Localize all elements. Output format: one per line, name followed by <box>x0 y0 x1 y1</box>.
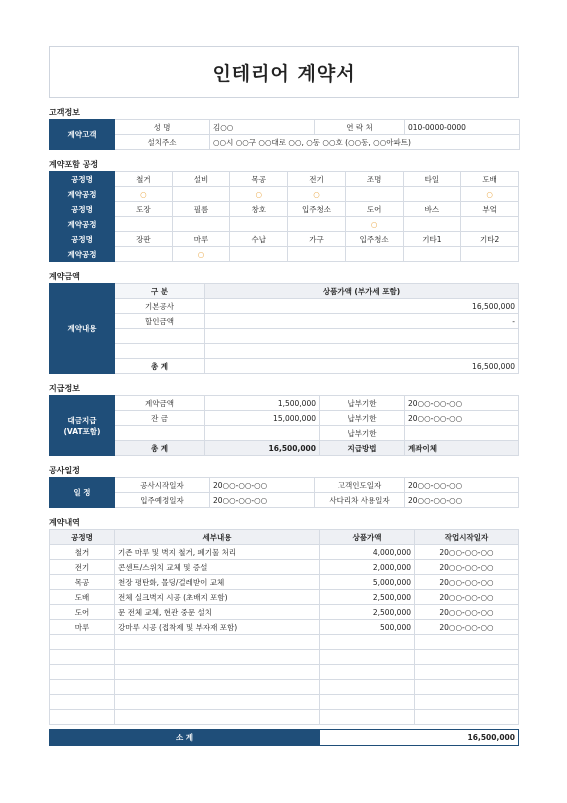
details-table <box>49 529 519 725</box>
process-name: 설비 <box>172 172 230 187</box>
details-cell: 2,000,000 <box>320 560 415 575</box>
customer-table <box>49 119 520 150</box>
details-cell <box>320 680 415 695</box>
details-cell: 강마루 시공 (접착제 및 부자재 포함) <box>115 620 320 635</box>
name-label: 성 명 <box>115 120 210 135</box>
amount-total-value: 16,500,000 <box>205 359 519 374</box>
details-cell: 천장 평탄화, 몰딩/걸레받이 교체 <box>115 575 320 590</box>
process-check <box>403 187 461 202</box>
details-row <box>50 695 519 710</box>
process-name: 부엌 <box>461 202 519 217</box>
payment-total-value: 16,500,000 <box>205 441 320 456</box>
process-check: ○ <box>230 187 288 202</box>
details-cell: 500,000 <box>320 620 415 635</box>
details-cell <box>415 695 519 710</box>
details-row <box>50 545 519 560</box>
details-cell <box>415 710 519 725</box>
process-check: ○ <box>345 217 403 232</box>
details-header: 세부내용 <box>115 530 320 545</box>
process-check <box>230 217 288 232</box>
payment-label <box>115 426 205 441</box>
details-row <box>50 710 519 725</box>
process-name: 필름 <box>172 202 230 217</box>
due-label: 납부기한 <box>320 426 405 441</box>
process-check: ○ <box>115 187 173 202</box>
details-row <box>50 650 519 665</box>
process-check <box>403 247 461 262</box>
details-cell <box>320 665 415 680</box>
process-check <box>115 247 173 262</box>
details-cell <box>415 635 519 650</box>
details-row <box>50 590 519 605</box>
details-cell: 전체 실크벽지 시공 (초배지 포함) <box>115 590 320 605</box>
process-row-label: 공정명 <box>50 232 115 247</box>
details-cell: 20○○-○○-○○ <box>415 545 519 560</box>
schedule-label: 사다리차 사용일자 <box>315 493 405 508</box>
process-check <box>403 217 461 232</box>
payment-section-title: 지급정보 <box>49 384 80 393</box>
payment-header-line2: (VAT포함) <box>63 426 101 436</box>
details-cell <box>50 680 115 695</box>
process-name: 장판 <box>115 232 173 247</box>
details-row <box>50 680 519 695</box>
details-row <box>50 605 519 620</box>
process-name: 가구 <box>288 232 346 247</box>
details-cell: 마루 <box>50 620 115 635</box>
schedule-section-title: 공사일정 <box>49 466 80 475</box>
process-row-label: 공정명 <box>50 172 115 187</box>
phone-value: 010-0000-0000 <box>405 120 520 135</box>
details-cell: 도어 <box>50 605 115 620</box>
details-cell <box>415 665 519 680</box>
details-section-title: 계약내역 <box>49 518 80 527</box>
amount-row-value <box>205 329 519 344</box>
details-header: 작업시작일자 <box>415 530 519 545</box>
process-check <box>345 187 403 202</box>
details-cell <box>320 710 415 725</box>
process-check: ○ <box>288 187 346 202</box>
amount-row-label: 기본공사 <box>115 299 205 314</box>
schedule-date: 20○○-○○-○○ <box>405 478 519 493</box>
schedule-label: 입주예정일자 <box>115 493 210 508</box>
details-header: 상품가액 <box>320 530 415 545</box>
details-cell: 20○○-○○-○○ <box>415 560 519 575</box>
details-cell: 20○○-○○-○○ <box>415 605 519 620</box>
process-name: 전기 <box>288 172 346 187</box>
process-check <box>461 217 519 232</box>
details-header: 공정명 <box>50 530 115 545</box>
schedule-label: 공사시작일자 <box>115 478 210 493</box>
due-value: 20○○-○○-○○ <box>405 411 519 426</box>
schedule-table <box>49 477 519 508</box>
details-cell: 20○○-○○-○○ <box>415 590 519 605</box>
details-row <box>50 620 519 635</box>
details-cell <box>115 635 320 650</box>
details-cell: 문 전체 교체, 현관 중문 설치 <box>115 605 320 620</box>
details-row <box>50 560 519 575</box>
amount-section-title: 계약금액 <box>49 272 80 281</box>
amount-total-label: 총 계 <box>115 359 205 374</box>
details-row <box>50 575 519 590</box>
process-name: 철거 <box>115 172 173 187</box>
process-check <box>345 247 403 262</box>
process-row-label: 계약공정 <box>50 217 115 232</box>
details-cell: 철거 <box>50 545 115 560</box>
contract-page <box>49 46 519 746</box>
process-name: 입주청소 <box>288 202 346 217</box>
amount-col2: 상품가액 (부가세 포함) <box>205 284 519 299</box>
details-cell: 기존 마루 및 벽지 철거, 폐기물 처리 <box>115 545 320 560</box>
amount-row-value: 16,500,000 <box>205 299 519 314</box>
details-cell: 20○○-○○-○○ <box>415 620 519 635</box>
schedule-label: 고객인도일자 <box>315 478 405 493</box>
process-check: ○ <box>172 247 230 262</box>
amount-header: 계약내용 <box>50 284 115 374</box>
details-cell <box>50 695 115 710</box>
process-row-label: 계약공정 <box>50 187 115 202</box>
process-check <box>230 247 288 262</box>
page-title: 인테리어 계약서 <box>212 62 356 85</box>
process-row-label: 공정명 <box>50 202 115 217</box>
due-value: 20○○-○○-○○ <box>405 396 519 411</box>
payment-value: 15,000,000 <box>205 411 320 426</box>
due-value <box>405 426 519 441</box>
name-value: 김○○ <box>210 120 315 135</box>
details-sum-label: 소 계 <box>50 730 320 746</box>
details-cell: 목공 <box>50 575 115 590</box>
schedule-date: 20○○-○○-○○ <box>210 478 315 493</box>
details-sum-value: 16,500,000 <box>320 730 519 746</box>
details-cell <box>50 635 115 650</box>
payment-total-label: 총 계 <box>115 441 205 456</box>
process-name: 목공 <box>230 172 288 187</box>
payment-method-label: 지급방법 <box>320 441 405 456</box>
process-row-label: 계약공정 <box>50 247 115 262</box>
payment-value: 1,500,000 <box>205 396 320 411</box>
due-label: 납부기한 <box>320 411 405 426</box>
schedule-date: 20○○-○○-○○ <box>405 493 519 508</box>
title-box <box>49 46 519 98</box>
process-name: 수납 <box>230 232 288 247</box>
address-label: 설치주소 <box>115 135 210 150</box>
process-name: 창호 <box>230 202 288 217</box>
process-table <box>49 171 519 262</box>
payment-table <box>49 395 519 456</box>
details-cell <box>115 650 320 665</box>
details-cell: 2,500,000 <box>320 605 415 620</box>
details-cell <box>115 665 320 680</box>
details-cell <box>50 650 115 665</box>
process-name: 도어 <box>345 202 403 217</box>
process-name: 기타1 <box>403 232 461 247</box>
process-name: 마루 <box>172 232 230 247</box>
payment-method-value: 계좌이체 <box>405 441 519 456</box>
payment-label: 계약금액 <box>115 396 205 411</box>
details-cell <box>320 635 415 650</box>
details-row <box>50 635 519 650</box>
process-check <box>288 247 346 262</box>
details-cell <box>115 710 320 725</box>
amount-row-label <box>115 344 205 359</box>
payment-header <box>50 396 115 456</box>
process-name: 입주청소 <box>345 232 403 247</box>
details-cell <box>320 650 415 665</box>
schedule-date: 20○○-○○-○○ <box>210 493 315 508</box>
amount-row-label <box>115 329 205 344</box>
process-check <box>172 217 230 232</box>
amount-row-value <box>205 344 519 359</box>
customer-header: 계약고객 <box>50 120 115 150</box>
details-cell <box>415 650 519 665</box>
details-cell: 5,000,000 <box>320 575 415 590</box>
process-check <box>172 187 230 202</box>
due-label: 납부기한 <box>320 396 405 411</box>
address-value: ○○시 ○○구 ○○대로 ○○, ○동 ○○호 (○○동, ○○아파트) <box>210 135 520 150</box>
process-name: 기타2 <box>461 232 519 247</box>
process-name: 타일 <box>403 172 461 187</box>
process-name: 바스 <box>403 202 461 217</box>
details-row <box>50 665 519 680</box>
process-name: 조명 <box>345 172 403 187</box>
details-cell <box>115 680 320 695</box>
details-cell: 4,000,000 <box>320 545 415 560</box>
payment-label: 잔 금 <box>115 411 205 426</box>
process-check <box>461 247 519 262</box>
details-cell: 2,500,000 <box>320 590 415 605</box>
details-cell <box>320 695 415 710</box>
payment-header-line1: 대금지급 <box>67 415 97 425</box>
details-cell: 전기 <box>50 560 115 575</box>
phone-label: 연 락 처 <box>315 120 405 135</box>
process-check: ○ <box>461 187 519 202</box>
amount-row-value: - <box>205 314 519 329</box>
details-cell: 콘센트/스위치 교체 및 증설 <box>115 560 320 575</box>
amount-row-label: 할인금액 <box>115 314 205 329</box>
process-section-title: 계약포함 공정 <box>49 160 99 169</box>
details-cell <box>50 665 115 680</box>
payment-value <box>205 426 320 441</box>
schedule-header: 일 정 <box>50 478 115 508</box>
process-name: 도장 <box>115 202 173 217</box>
process-check <box>115 217 173 232</box>
process-check <box>288 217 346 232</box>
details-sum-table <box>49 729 519 746</box>
details-cell <box>50 710 115 725</box>
details-cell <box>415 680 519 695</box>
customer-section-title: 고객정보 <box>49 108 80 117</box>
amount-table <box>49 283 519 374</box>
details-cell: 도배 <box>50 590 115 605</box>
process-name: 도배 <box>461 172 519 187</box>
details-cell <box>115 695 320 710</box>
details-cell: 20○○-○○-○○ <box>415 575 519 590</box>
amount-col1: 구 분 <box>115 284 205 299</box>
